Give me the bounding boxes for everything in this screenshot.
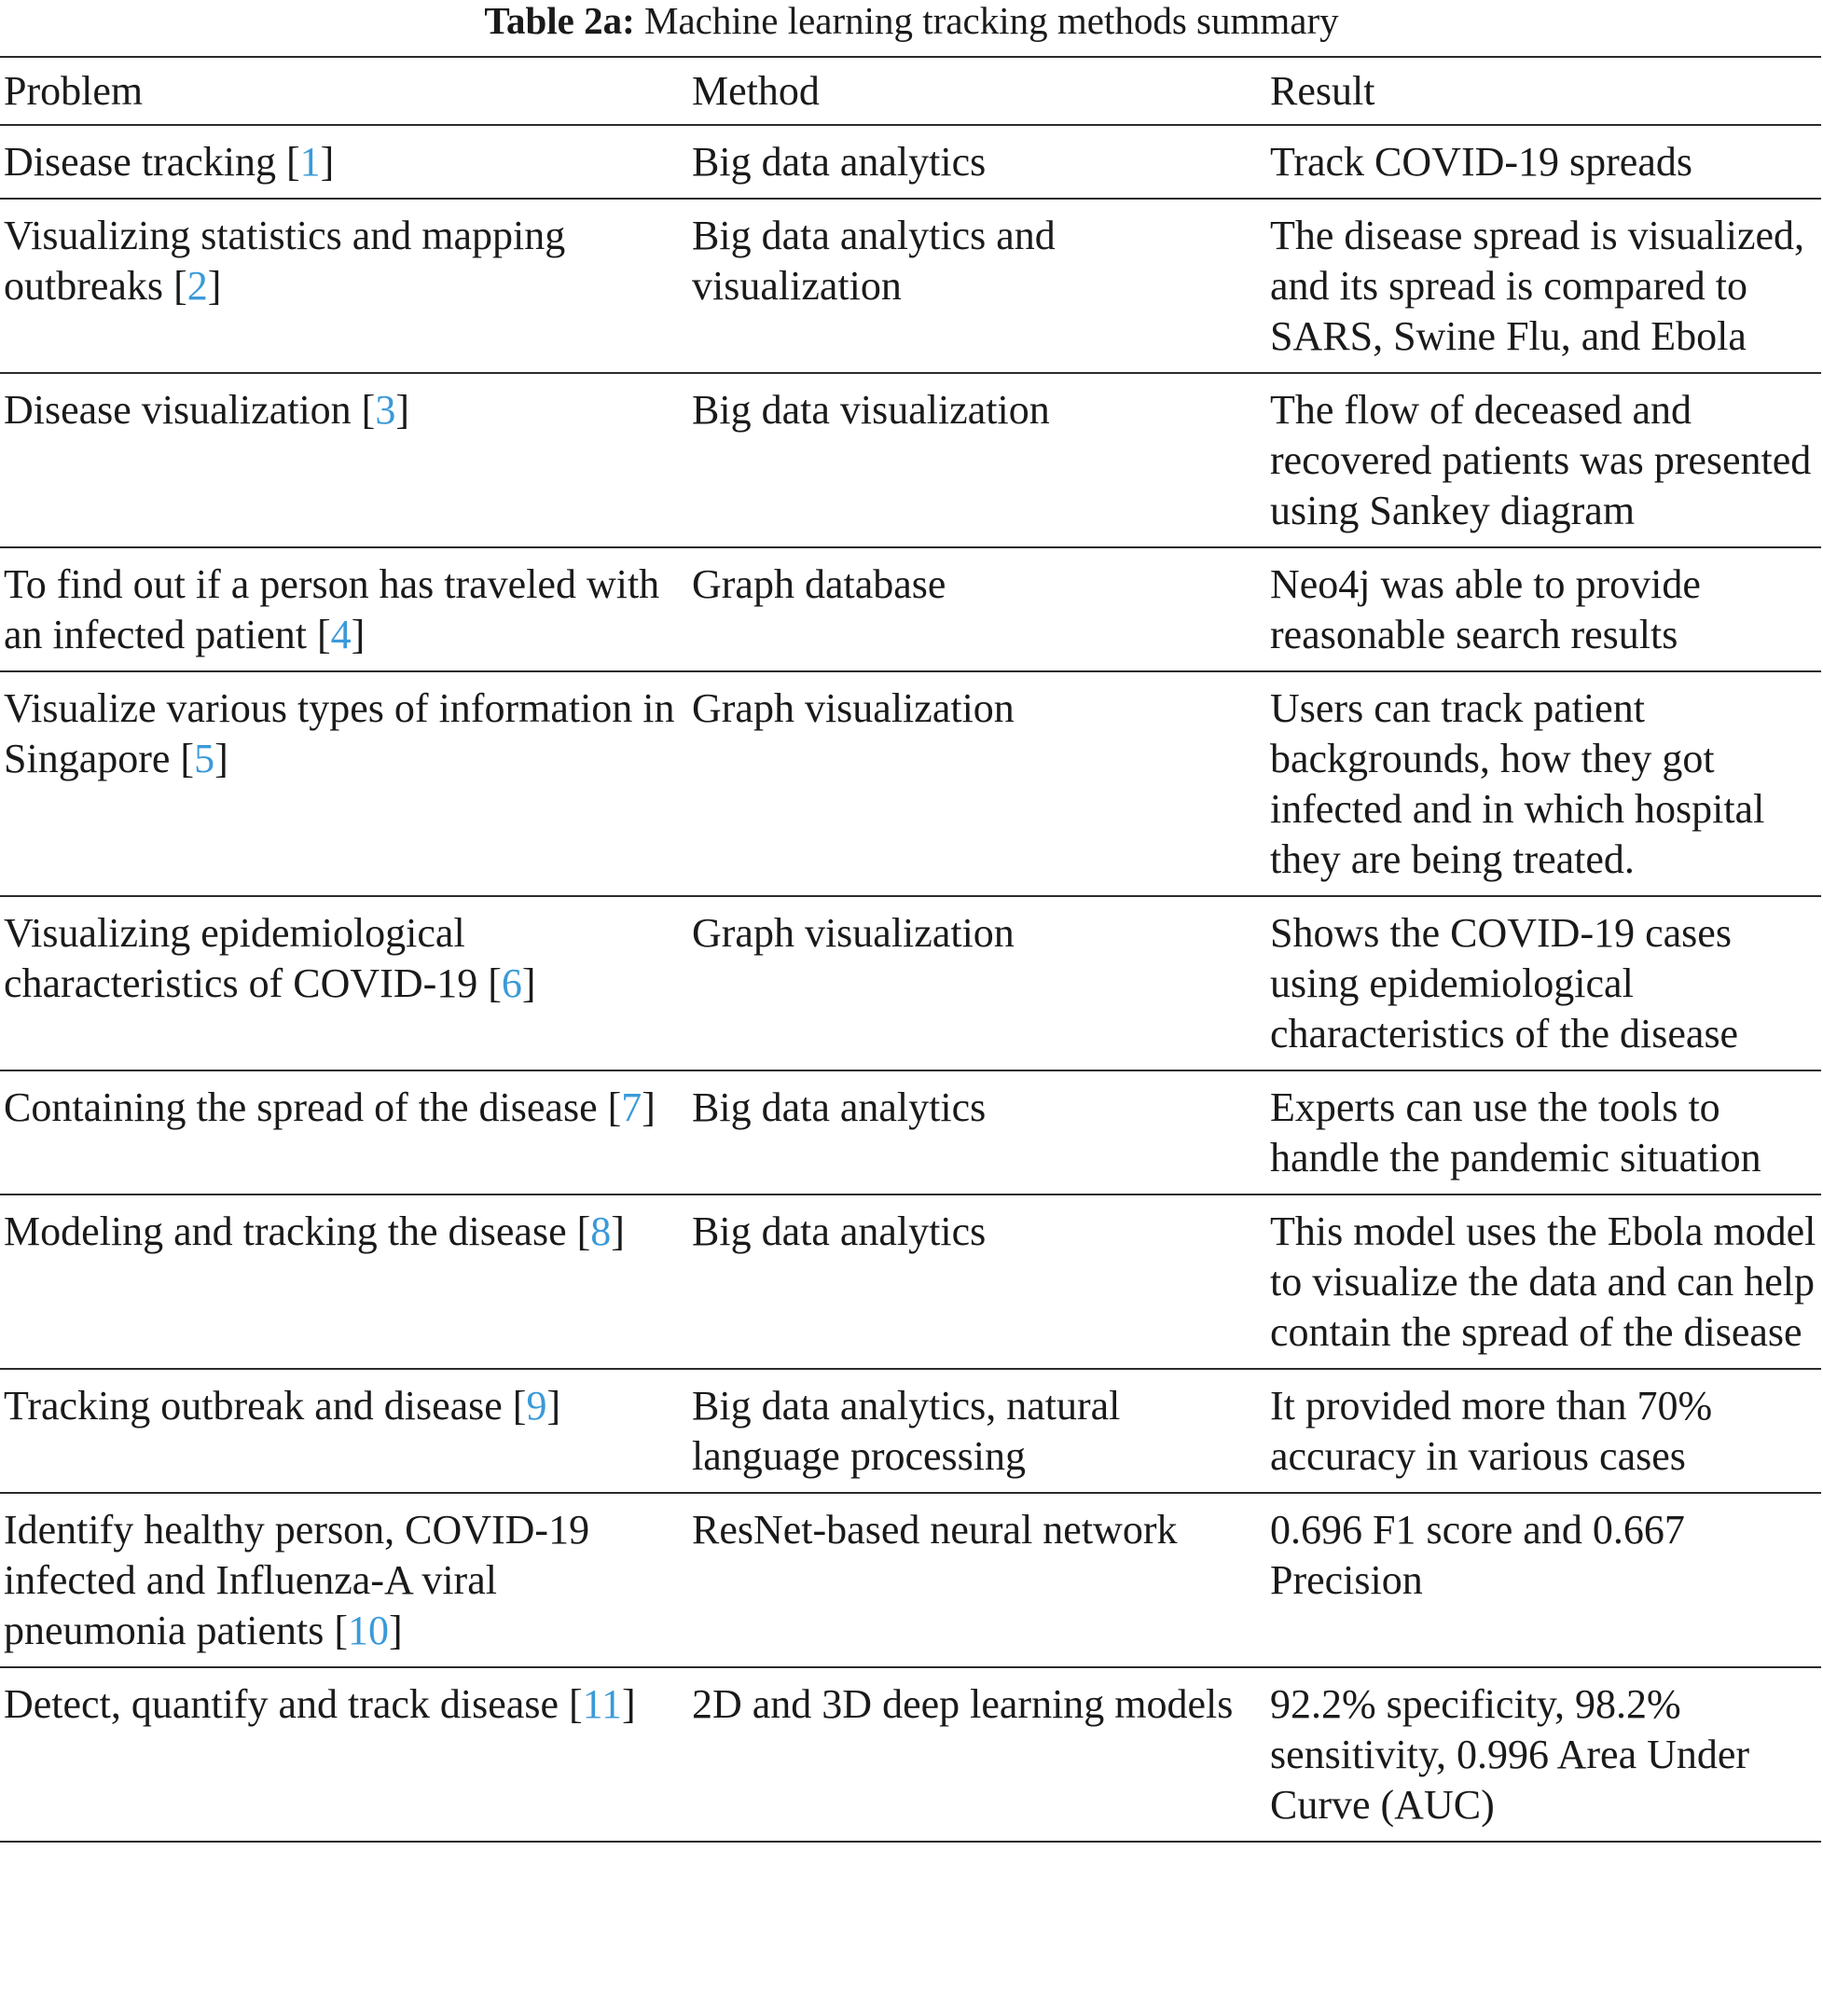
- reference-link[interactable]: 9: [526, 1383, 547, 1429]
- method-cell: Graph visualization: [692, 685, 1015, 731]
- method-cell: Big data analytics: [692, 1084, 987, 1130]
- reference-link[interactable]: 6: [501, 960, 522, 1006]
- problem-cell: Visualize various types of information in Singapore [5]: [4, 685, 675, 781]
- problem-text: Tracking outbreak and disease: [4, 1383, 503, 1429]
- method-cell: Big data analytics, natural language processing: [692, 1383, 1121, 1479]
- problem-text: Visualizing epidemiological characteristics of COVID-19: [4, 910, 478, 1006]
- result-cell: This model uses the Ebola model to visualize the data and can help contain the spread of the disease: [1270, 1208, 1816, 1355]
- reference-link[interactable]: 5: [194, 736, 215, 781]
- method-cell: Graph visualization: [692, 910, 1015, 956]
- problem-text: Modeling and tracking the disease: [4, 1208, 567, 1254]
- table-caption: [0, 0, 1823, 41]
- problem-text: Disease visualization: [4, 387, 352, 433]
- reference-link[interactable]: 10: [348, 1608, 390, 1653]
- method-cell: Big data visualization: [692, 387, 1050, 433]
- result-cell: The flow of deceased and recovered patients was presented using Sankey diagram: [1270, 387, 1812, 533]
- problem-text: Disease tracking: [4, 139, 276, 185]
- reference-link[interactable]: 7: [621, 1084, 642, 1130]
- problem-cell: Tracking outbreak and disease [9]: [4, 1383, 561, 1429]
- method-cell: Big data analytics: [692, 1208, 987, 1254]
- problem-text: Identify healthy person, COVID-19 infected and Influenza-A viral pneumonia patients: [4, 1507, 590, 1653]
- result-cell: Neo4j was able to provide reasonable search results: [1270, 561, 1701, 657]
- summary-table: [0, 56, 1821, 1843]
- problem-cell: Disease visualization [3]: [4, 387, 409, 433]
- header-problem: Problem: [4, 68, 144, 114]
- result-cell: Users can track patient backgrounds, how they got infected and in which hospital they are being treated.: [1270, 685, 1765, 882]
- method-cell: ResNet-based neural network: [692, 1507, 1178, 1553]
- header-row: [0, 57, 1821, 125]
- method-cell: Big data analytics: [692, 139, 987, 185]
- method-cell: Big data analytics and visualization: [692, 213, 1056, 309]
- method-cell: Graph database: [692, 561, 946, 607]
- problem-cell: To find out if a person has traveled with an infected patient [4]: [4, 561, 660, 657]
- table-row: [0, 896, 1821, 1070]
- problem-text: Visualize various types of information in Singapore: [4, 685, 675, 781]
- table-row: [0, 199, 1821, 373]
- table-row: [0, 1369, 1821, 1493]
- problem-cell: Disease tracking [1]: [4, 139, 335, 185]
- result-cell: Track COVID-19 spreads: [1270, 139, 1692, 185]
- table-row: [0, 671, 1821, 896]
- result-cell: Shows the COVID-19 cases using epidemiological characteristics of the disease: [1270, 910, 1739, 1056]
- table-row: [0, 125, 1821, 199]
- problem-text: Containing the spread of the disease: [4, 1084, 598, 1130]
- result-cell: Experts can use the tools to handle the pandemic situation: [1270, 1084, 1761, 1181]
- table-row: [0, 373, 1821, 547]
- reference-link[interactable]: 3: [375, 387, 396, 433]
- table-row: [0, 1667, 1821, 1842]
- problem-cell: Identify healthy person, COVID-19 infected and Influenza-A viral pneumonia patients [10]: [4, 1507, 590, 1653]
- caption-label: Table 2a:: [484, 0, 635, 42]
- result-cell: It provided more than 70% accuracy in various cases: [1270, 1383, 1713, 1479]
- problem-text: Detect, quantify and track disease: [4, 1681, 559, 1727]
- method-cell: 2D and 3D deep learning models: [692, 1681, 1234, 1727]
- problem-text: Visualizing statistics and mapping outbreaks: [4, 213, 566, 309]
- table-row: [0, 1070, 1821, 1194]
- header-result: Result: [1270, 68, 1375, 114]
- reference-link[interactable]: 4: [330, 612, 352, 657]
- problem-cell: Containing the spread of the disease [7]: [4, 1084, 656, 1130]
- reference-link[interactable]: 8: [590, 1208, 612, 1254]
- reference-link[interactable]: 11: [582, 1681, 622, 1727]
- problem-text: To find out if a person has traveled with an infected patient: [4, 561, 660, 657]
- table-row: [0, 1493, 1821, 1667]
- problem-cell: Modeling and tracking the disease [8]: [4, 1208, 625, 1254]
- reference-link[interactable]: 1: [299, 139, 321, 185]
- result-cell: 92.2% specificity, 98.2% sensitivity, 0.996 Area Under Curve (AUC): [1270, 1681, 1750, 1828]
- problem-cell: Visualizing statistics and mapping outbreaks [2]: [4, 213, 566, 309]
- table-row: [0, 547, 1821, 671]
- table-row: [0, 1194, 1821, 1369]
- caption-text: Machine learning tracking methods summary: [644, 0, 1339, 42]
- problem-cell: Detect, quantify and track disease [11]: [4, 1681, 636, 1727]
- header-method: Method: [692, 68, 820, 114]
- reference-link[interactable]: 2: [186, 263, 208, 309]
- result-cell: The disease spread is visualized, and its spread is compared to SARS, Swine Flu, and Ebola: [1270, 213, 1805, 359]
- problem-cell: Visualizing epidemiological characteristics of COVID-19 [6]: [4, 910, 536, 1006]
- result-cell: 0.696 F1 score and 0.667 Precision: [1270, 1507, 1685, 1603]
